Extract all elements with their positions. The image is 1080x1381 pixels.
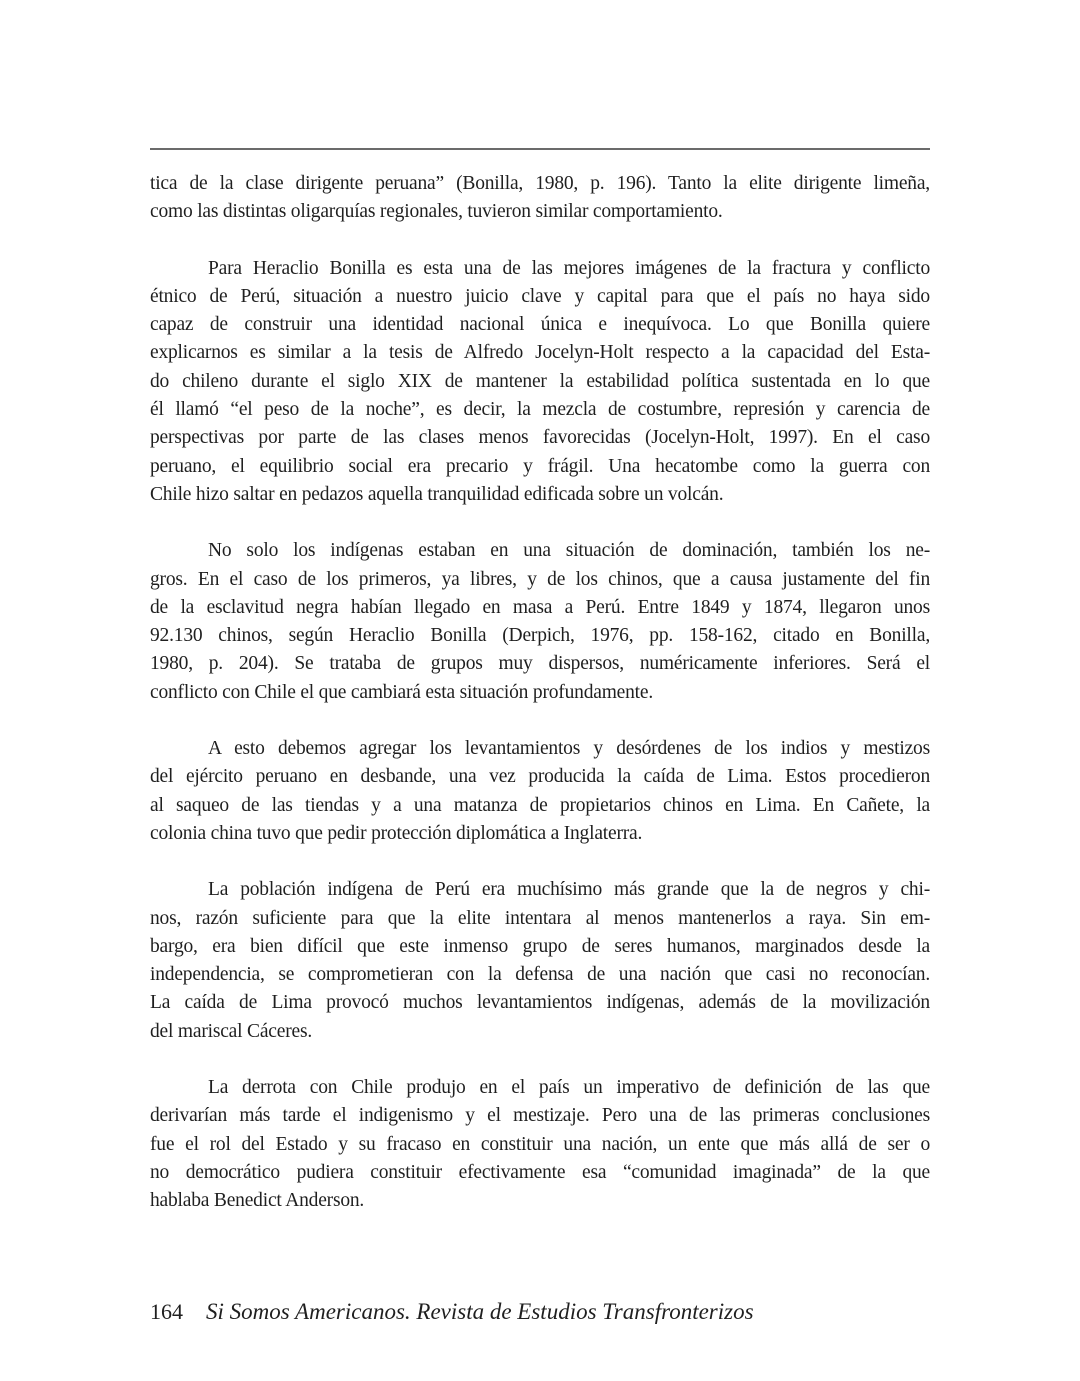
text-line: explicarnos es similar a la tesis de Alfredo Jocelyn-Holt respecto a la capacidad del Esta- xyxy=(150,342,930,364)
text-line: No solo los indígenas estaban en una situación de dominación, también los ne- xyxy=(208,540,930,562)
paragraph xyxy=(150,1074,930,1215)
header-rule xyxy=(150,148,930,150)
paragraph xyxy=(150,876,930,1046)
text-line: independencia, se comprometieran con la defensa de una nación que casi no reconocían. xyxy=(150,964,930,986)
text-line: gros. En el caso de los primeros, ya libres, y de los chinos, que a causa justamente del fin xyxy=(150,568,930,590)
text-line: derivarían más tarde el indigenismo y el mestizaje. Pero una de las primeras conclusiones xyxy=(150,1105,930,1127)
text-line: A esto debemos agregar los levantamientos y desórdenes de los indios y mestizos xyxy=(208,738,930,760)
text-line: él llamó “el peso de la noche”, es decir, la mezcla de costumbre, represión y carencia de xyxy=(150,399,930,421)
text-line: do chileno durante el siglo XIX de mantener la estabilidad política sustentada en lo que xyxy=(150,370,930,392)
text-line: bargo, era bien difícil que este inmenso grupo de seres humanos, marginados desde la xyxy=(150,935,930,957)
text-line: nos, razón suficiente para que la elite intentara al menos mantenerlos a raya. Sin em- xyxy=(150,907,930,929)
text-line: 92.130 chinos, según Heraclio Bonilla (Derpich, 1976, pp. 158-162, citado en Bonilla, xyxy=(150,625,930,647)
text-line: perspectivas por parte de las clases menos favorecidas (Jocelyn-Holt, 1997). En el caso xyxy=(150,427,930,449)
text-line: conflicto con Chile el que cambiará esta situación profundamente. xyxy=(150,681,654,703)
text-line: fue el rol del Estado y su fracaso en constituir una nación, un ente que más allá de ser o xyxy=(150,1133,930,1155)
text-line: peruano, el equilibrio social era precario y frágil. Una hecatombe como la guerra con xyxy=(150,455,930,477)
paragraph xyxy=(150,255,930,510)
page-number: 164 xyxy=(150,1299,183,1324)
text-line: del mariscal Cáceres. xyxy=(150,1020,313,1042)
paragraph xyxy=(150,735,930,848)
text-line: La caída de Lima provocó muchos levantamientos indígenas, además de la movilización xyxy=(150,992,930,1014)
text-line: capaz de construir una identidad nacional única e inequívoca. Lo que Bonilla quiere xyxy=(150,314,930,336)
paragraph xyxy=(150,170,930,227)
text-line: del ejército peruano en desbande, una vez producida la caída de Lima. Estos procedieron xyxy=(150,766,930,788)
text-line: Chile hizo saltar en pedazos aquella tranquilidad edificada sobre un volcán. xyxy=(150,483,724,505)
text-line: étnico de Perú, situación a nuestro juicio clave y capital para que el país no haya sido xyxy=(150,285,930,307)
text-line: como las distintas oligarquías regionales, tuvieron similar comportamiento. xyxy=(150,201,723,223)
text-line: La población indígena de Perú era muchísimo más grande que la de negros y chi- xyxy=(208,879,930,901)
text-line: Para Heraclio Bonilla es esta una de las mejores imágenes de la fractura y conflicto xyxy=(208,257,930,279)
paragraph xyxy=(150,537,930,707)
text-line: hablaba Benedict Anderson. xyxy=(150,1190,365,1212)
page-footer xyxy=(150,1299,754,1325)
journal-title: Si Somos Americanos. Revista de Estudios Transfronterizos xyxy=(206,1299,754,1324)
text-line: La derrota con Chile produjo en el país un imperativo de definición de las que xyxy=(208,1077,930,1099)
body-text-column xyxy=(150,170,930,1216)
text-line: al saqueo de las tiendas y a una matanza de propietarios chinos en Lima. En Cañete, la xyxy=(150,794,930,816)
text-line: no democrático pudiera constituir efectivamente esa “comunidad imaginada” de la que xyxy=(150,1161,930,1183)
text-line: tica de la clase dirigente peruana” (Bonilla, 1980, p. 196). Tanto la elite dirigente limeña, xyxy=(150,173,930,194)
text-line: 1980, p. 204). Se trataba de grupos muy dispersos, numéricamente inferiores. Será el xyxy=(150,653,930,675)
text-line: colonia china tuvo que pedir protección diplomática a Inglaterra. xyxy=(150,822,643,844)
text-line: de la esclavitud negra habían llegado en masa a Perú. Entre 1849 y 1874, llegaron unos xyxy=(150,596,930,618)
